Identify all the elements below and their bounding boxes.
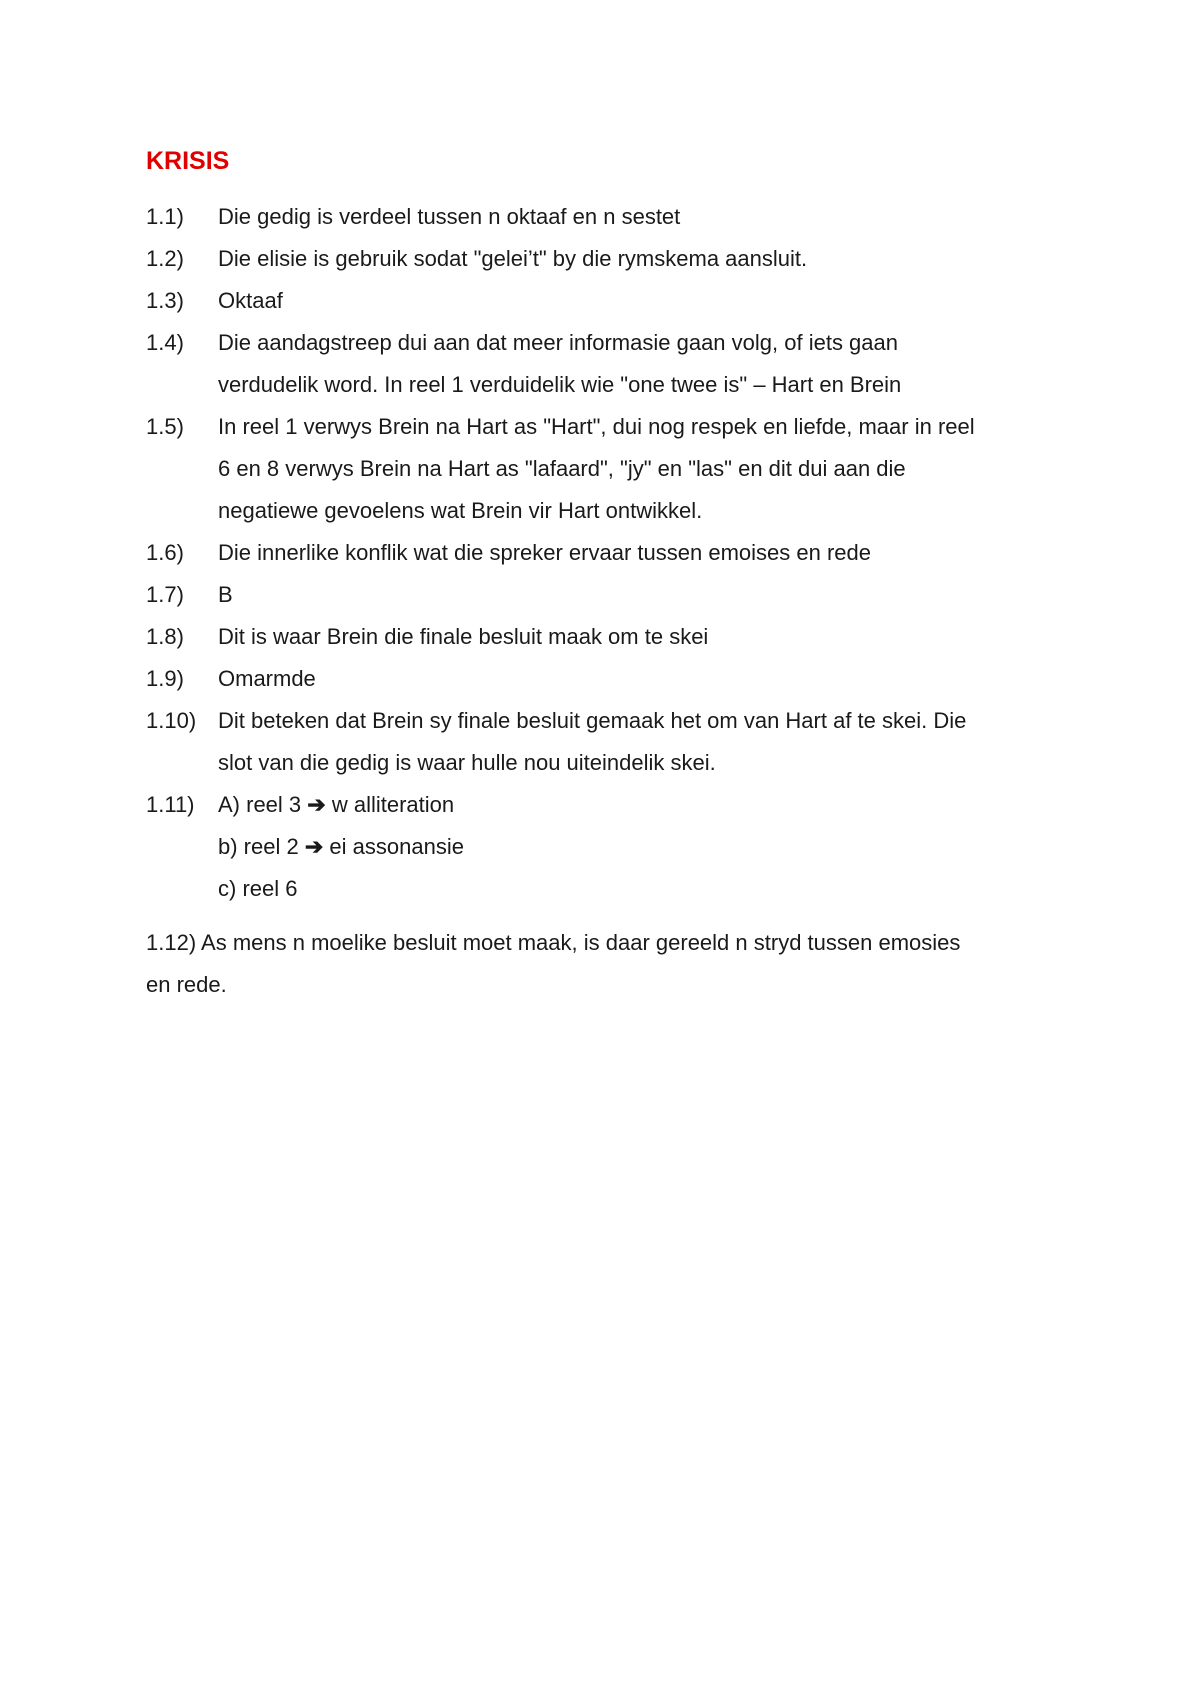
answer-item — [146, 196, 1066, 238]
answer-text — [218, 322, 1066, 406]
answer-item — [146, 532, 1066, 574]
answer-text — [218, 616, 1066, 658]
answer-number: 1.6) — [146, 540, 184, 565]
answer-item — [146, 322, 1066, 406]
answer-a-prefix: A) reel 3 — [218, 792, 302, 817]
answer-text — [218, 784, 1066, 910]
answer-text — [218, 532, 1066, 574]
final-line-1: 1.12) As mens n moelike besluit moet maak, is daar gereeld n stryd tussen emosies — [146, 930, 961, 955]
answer-number: 1.10) — [146, 708, 197, 733]
answer-text — [218, 700, 1066, 784]
right-arrow-icon: ➔ — [307, 792, 326, 817]
answer-item — [146, 406, 1066, 532]
answer-b-prefix: b) reel 2 — [218, 834, 299, 859]
right-arrow-icon: ➔ — [304, 834, 324, 859]
answer-line: negatiewe gevoelens wat Brein vir Hart ontwikkel. — [218, 498, 703, 523]
answer-line-b — [218, 826, 1066, 868]
final-line-2: en rede. — [146, 972, 227, 997]
answer-number: 1.11) — [146, 792, 195, 817]
answer-line-c: c) reel 6 — [218, 876, 298, 901]
answer-number: 1.8) — [146, 624, 184, 649]
answer-text — [218, 196, 1066, 238]
document-title: KRISIS — [146, 147, 230, 175]
answer-item-1-11 — [146, 784, 1066, 910]
answer-line: verdudelik word. In reel 1 verduidelik wie "one twee is" – Hart en Brein — [218, 372, 902, 397]
answer-line: B — [218, 582, 233, 607]
answer-line: 6 en 8 verwys Brein na Hart as "lafaard", "jy" en "las" en dit dui aan die — [218, 456, 906, 481]
answer-line: In reel 1 verwys Brein na Hart as "Hart", dui nog respek en liefde, maar in reel — [218, 414, 975, 439]
answer-number: 1.3) — [146, 288, 184, 313]
answer-item — [146, 574, 1066, 616]
answer-line: Die gedig is verdeel tussen n oktaaf en n sestet — [218, 204, 681, 229]
answer-text — [218, 658, 1066, 700]
answer-item — [146, 616, 1066, 658]
answer-line: Omarmde — [218, 666, 316, 691]
answer-text — [218, 406, 1066, 532]
answer-number: 1.9) — [146, 666, 184, 691]
answer-number: 1.2) — [146, 246, 184, 271]
answer-item — [146, 700, 1066, 784]
answer-list — [146, 196, 1066, 910]
answer-number: 1.4) — [146, 330, 184, 355]
answer-line: Dit is waar Brein die finale besluit maak om te skei — [218, 624, 709, 649]
answer-text — [218, 238, 1066, 280]
answer-b-suffix: ei assonansie — [329, 834, 464, 859]
answer-line: Die innerlike konflik wat die spreker ervaar tussen emoises en rede — [218, 540, 871, 565]
answer-text — [218, 280, 1066, 322]
answer-item — [146, 658, 1066, 700]
answer-line: Dit beteken dat Brein sy finale besluit gemaak het om van Hart af te skei. Die — [218, 708, 967, 733]
answer-item — [146, 238, 1066, 280]
answer-number: 1.7) — [146, 582, 184, 607]
answer-text — [218, 574, 1066, 616]
answer-line: Die elisie is gebruik sodat "gelei’t" by die rymskema aansluit. — [218, 246, 808, 271]
answer-items — [146, 196, 1066, 784]
answer-a-suffix: w alliteration — [331, 792, 455, 817]
answer-number: 1.1) — [146, 204, 184, 229]
answer-line: Die aandagstreep dui aan dat meer informasie gaan volg, of iets gaan — [218, 330, 898, 355]
answer-item — [146, 280, 1066, 322]
answer-line: slot van die gedig is waar hulle nou uiteindelik skei. — [218, 750, 716, 775]
answer-item-1-12 — [146, 922, 1066, 1006]
answer-line: Oktaaf — [218, 288, 283, 313]
answer-line-a — [218, 784, 1066, 826]
answer-number: 1.5) — [146, 414, 184, 439]
